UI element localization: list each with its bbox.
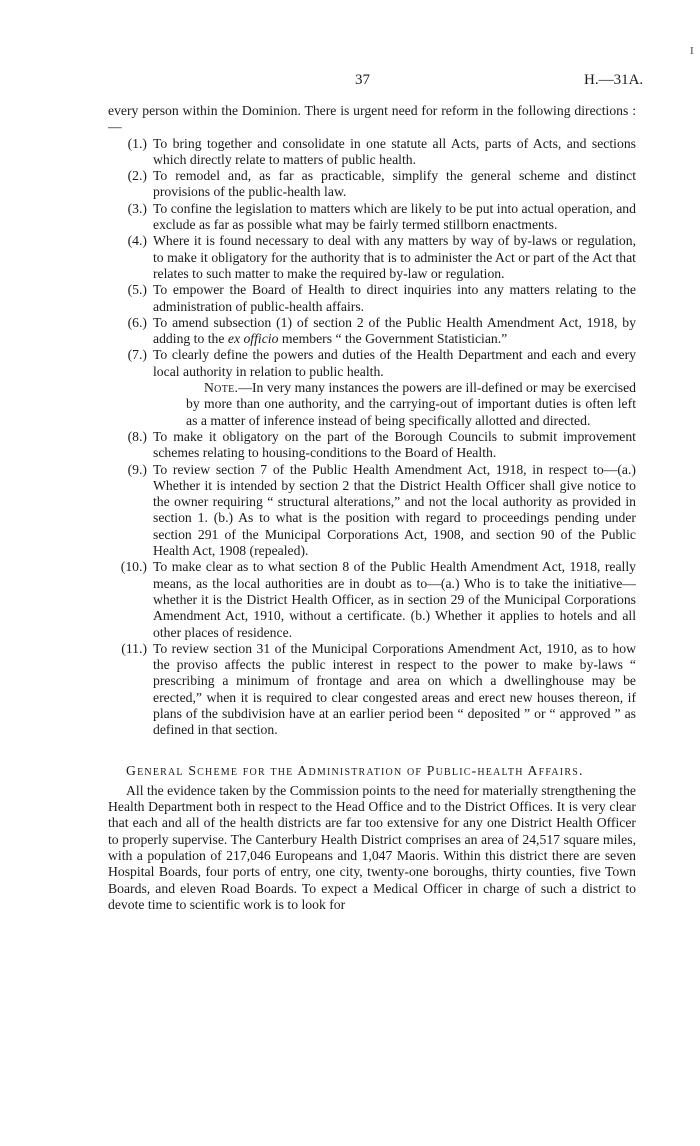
report-code: H.—31A. [584, 72, 644, 88]
intro-paragraph: every person within the Dominion. There is urgent need for reform in the following directions :— [108, 103, 636, 135]
list-item [108, 201, 636, 234]
list-item [108, 559, 636, 640]
item-text [153, 315, 636, 348]
item-text-part: members “ the Government Statistician.” [278, 331, 508, 347]
section-paragraph: All the evidence taken by the Commission points to the need for materially strengthening the Health Department both in respect to the Head Office and to the District Offices. It is very clear that each and all of the health districts are far too extensive for any one District Health Officer to properly supervise. The Canterbury Health District comprises an area of 24,517 square miles, with a population of 217,046 Europeans and 1,047 Maoris. Within this district there are seven Hospital Boards, four ports of entry, one city, twenty-one boroughs, thirty counties, five Town Boards, and eleven Road Boards. To expect a Medical Officer in charge of such a district to devote time to scientific work is to look for [108, 782, 636, 912]
item-text: To empower the Board of Health to direct inquiries into any matters relating to the administration of public-health affairs. [153, 282, 636, 314]
item-number: (2.) [127, 168, 147, 184]
list-item [108, 136, 636, 169]
item-text: To clearly define the powers and duties of the Health Department and each and every local authority in relation to public health. [153, 347, 636, 379]
italic-term: ex officio [227, 331, 279, 347]
item-number: (8.) [127, 428, 147, 444]
item-text: To review section 7 of the Public Health Amendment Act, 1918, in respect to—(a.) Whether it is intended by section 2 that the District Health Officer shall give notice to the owner requiring “ structural alterations,” and not the local authority as provided in section 1. (b.) As to what is the position with regard to proceedings pending under section 291 of the Municipal Corporations Act, 1908, and section 90 of the Public Health Act, 1908 (repealed). [153, 461, 636, 559]
item-text: Where it is found necessary to deal with any matters by way of by-laws or regulation, to make it obligatory for the authority that is to administer the Act or part of the Act that relates to such matter to make the required by-law or regulation. [153, 233, 636, 281]
item-number: (9.) [127, 461, 147, 477]
edge-mark: I [690, 45, 694, 57]
list-item [108, 641, 636, 739]
list-item [108, 315, 636, 348]
list-item [108, 462, 636, 560]
item-number: (5.) [127, 282, 147, 298]
note-text: —In very many instances the powers are ill-defined or may be exercised by more than one authority, and the carrying-out of important duties is often left as a matter of inference instead of being specifically allotted and directed. [186, 380, 636, 428]
item-text-part: To amend subsection (1) of section 2 of the Public Health Amendment Act, 1918, by adding to the [153, 314, 636, 347]
list-item [108, 233, 636, 282]
list-item [108, 347, 636, 380]
item-text: To bring together and consolidate in one statute all Acts, parts of Acts, and sections which directly relate to matters of public health. [153, 135, 636, 167]
page-number: 37 [355, 72, 370, 88]
note-label: Note. [204, 380, 239, 396]
item-text: To remodel and, as far as practicable, simplify the general scheme and distinct provisions of the public-health law. [153, 168, 636, 200]
list-item [108, 429, 636, 462]
note-paragraph [186, 380, 636, 429]
item-number: (7.) [127, 347, 147, 363]
item-number: (1.) [127, 135, 147, 151]
list-item [108, 282, 636, 315]
item-text: To make it obligatory on the part of the Borough Councils to submit improvement schemes relating to housing-conditions to the Board of Health. [153, 428, 636, 461]
item-text: To review section 31 of the Municipal Corporations Amendment Act, 1910, as to how the proviso affects the public interest in respect to the power to make by-laws “ prescribing a minimum of frontage and area on which a dwellinghouse may be erected,” when it is required to clear congested areas and erect new houses thereon, if plans of the subdivision have at an earlier period been “ deposited ” or “ approved ” as defined in that section. [153, 640, 636, 738]
item-number: (11.) [121, 640, 147, 656]
item-text: To make clear as to what section 8 of the Public Health Amendment Act, 1918, really means, as the local authorities are in doubt as to—(a.) Who is to take the initiative—whether it is the District Health Officer, as in section 29 of the Municipal Corporations Amendment Act, 1910, without a certificate. (b.) Whether it applies to hotels and all other places of residence. [153, 559, 636, 640]
item-text: To confine the legislation to matters which are likely to be put into actual operation, and exclude as far as possible what may be fairly termed stillborn enactments. [153, 200, 636, 233]
item-number: (6.) [127, 314, 147, 330]
item-number: (10.) [120, 559, 147, 575]
item-number: (3.) [127, 200, 147, 216]
item-number: (4.) [127, 233, 147, 249]
body-text [108, 103, 636, 913]
list-item [108, 168, 636, 201]
section-heading: General Scheme for the Administration of Public-health Affairs. [126, 762, 584, 778]
